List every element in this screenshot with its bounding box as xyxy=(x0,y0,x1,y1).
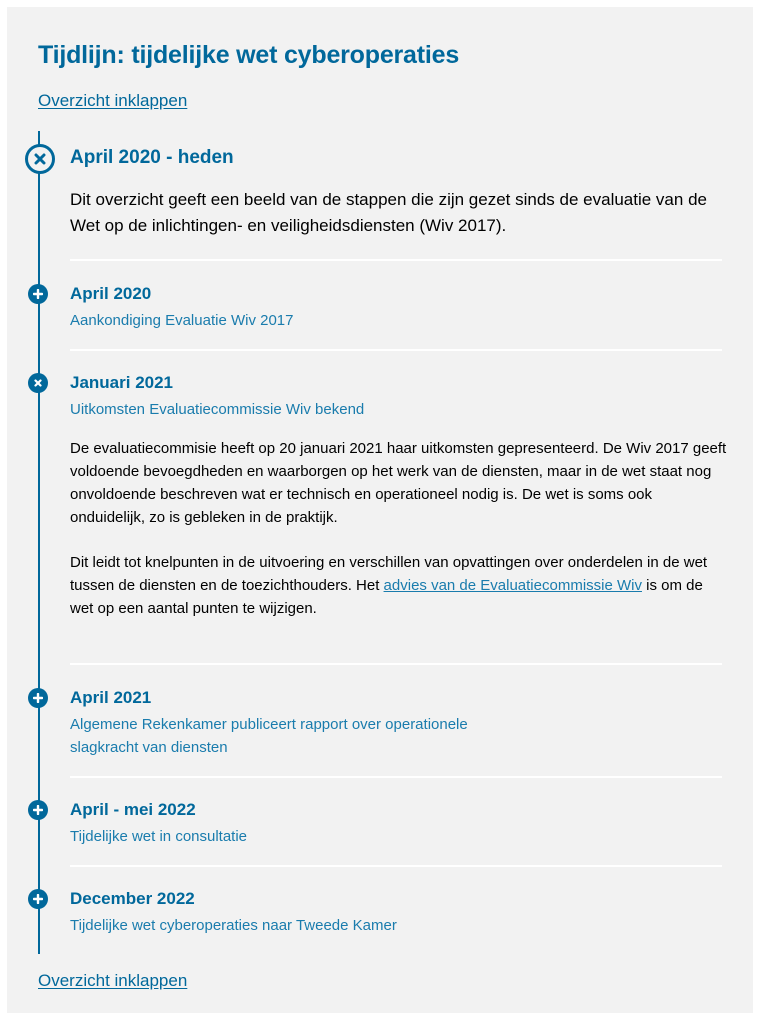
timeline-item-paragraph: De evaluatiecommisie heeft op 20 januari 2021 haar uitkomsten gepresenteerd. De Wiv 2017 geeft voldoende bevoegdheden en waarborgen op het werk van de diensten, maar in de wet staat nog onvoldoende beschreven wat er technisch en operationeel nodig is. De wet is soms ook onduidelijk, zo is gebleken in de praktijk. xyxy=(70,440,727,526)
timeline-item-date[interactable]: Januari 2021 xyxy=(70,373,174,392)
divider xyxy=(70,776,722,778)
collapse-overview-link-bottom[interactable]: Overzicht inklappen xyxy=(38,971,188,990)
timeline-line xyxy=(38,131,40,954)
intro-heading[interactable]: April 2020 - heden xyxy=(70,147,234,168)
page-title: Tijdlijn: tijdelijke wet cyberoperaties xyxy=(38,41,460,69)
divider xyxy=(70,865,722,867)
timeline-item-subtitle[interactable]: Uitkomsten Evaluatiecommissie Wiv bekend xyxy=(70,401,365,418)
plus-icon[interactable] xyxy=(28,688,48,708)
plus-icon[interactable] xyxy=(28,284,48,304)
timeline-item-subtitle[interactable]: Aankondiging Evaluatie Wiv 2017 xyxy=(70,312,294,329)
timeline-item-date[interactable]: April 2020 xyxy=(70,284,152,303)
evaluatiecommissie-advies-link[interactable]: advies van de Evaluatiecommissie Wiv xyxy=(383,577,642,594)
close-circle-icon[interactable] xyxy=(25,144,55,174)
collapse-overview-link-top[interactable]: Overzicht inklappen xyxy=(38,91,188,110)
close-icon[interactable] xyxy=(28,373,48,393)
timeline-item-paragraph xyxy=(70,551,730,620)
divider xyxy=(70,349,722,351)
divider xyxy=(70,663,722,665)
timeline-item-date[interactable]: April - mei 2022 xyxy=(70,800,196,819)
paragraph-text: is om de wet op een aantal punten te wijzigen. xyxy=(70,577,703,617)
divider xyxy=(70,259,722,261)
timeline-item-subtitle[interactable]: Algemene Rekenkamer publiceert rapport over operationele slagkracht van diensten xyxy=(70,716,468,756)
intro-text: Dit overzicht geeft een beeld van de stappen die zijn gezet sinds de evaluatie van de Wet op de inlichtingen- en veiligheidsdiensten (Wiv 2017). xyxy=(70,190,707,235)
timeline-item-subtitle[interactable]: Tijdelijke wet cyberoperaties naar Tweede Kamer xyxy=(70,917,397,934)
plus-icon[interactable] xyxy=(28,889,48,909)
plus-icon[interactable] xyxy=(28,800,48,820)
timeline-item-date[interactable]: April 2021 xyxy=(70,688,152,707)
paragraph-text: Dit leidt tot knelpunten in de uitvoering en verschillen van opvattingen over onderdelen in de wet tussen de diensten en de toezichthouders. Het xyxy=(70,554,708,594)
timeline-panel xyxy=(7,7,753,1013)
timeline-item-date[interactable]: December 2022 xyxy=(70,889,195,908)
timeline-item-subtitle[interactable]: Tijdelijke wet in consultatie xyxy=(70,828,248,845)
